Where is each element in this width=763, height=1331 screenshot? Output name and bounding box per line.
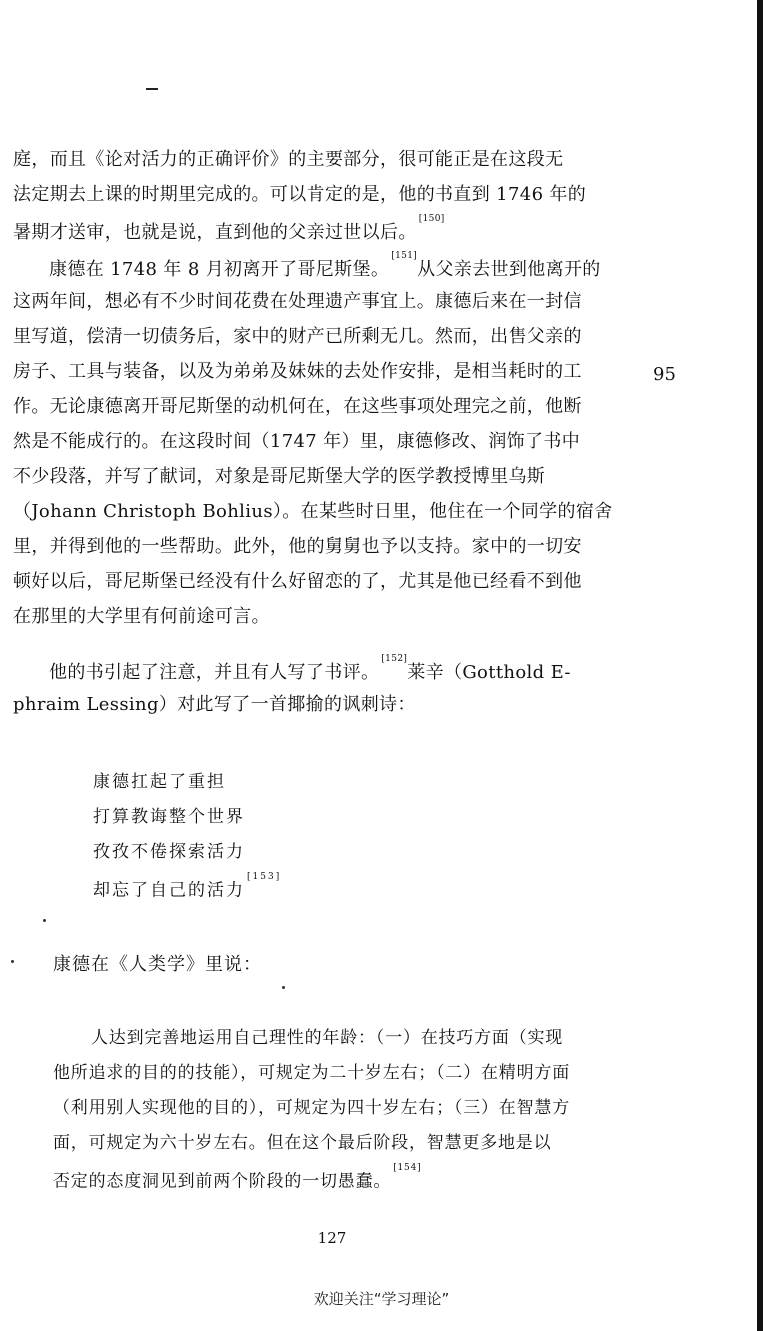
paragraph-line: 这两年间，想必有不少时间花费在处理遗产事宜上。康德后来在一封信	[13, 291, 582, 312]
paragraph-line: 然是不能成行的。在这段时间（1747 年）里，康德修改、润饰了书中	[13, 431, 581, 452]
footnote-marker-154: [154]	[393, 1163, 422, 1173]
paragraph-line: 作。无论康德离开哥尼斯堡的动机何在，在这些事项处理完之前，他断	[13, 396, 582, 417]
paragraph-line: 房子、工具与装备，以及为弟弟及妹妹的去处作安排，是相当耗时的工	[13, 361, 582, 382]
quote-line	[53, 1161, 643, 1196]
quote-line: 他所追求的目的的技能），可规定为二十岁左右；（二）在精明方面	[53, 1063, 570, 1083]
footnote-marker-150: [150]	[418, 214, 445, 224]
paragraph-line-text: 暑期才送审，也就是说，直到他的父亲过世以后。	[13, 222, 417, 243]
paragraph-line	[13, 652, 635, 687]
quote-line: （利用别人实现他的目的），可规定为四十岁左右；（三）在智慧方	[53, 1098, 570, 1118]
paragraph-line	[13, 249, 635, 284]
poem-line: 孜孜不倦探索活力	[93, 842, 245, 862]
paragraph-line: 在那里的大学里有何前途可言。	[13, 606, 270, 627]
paragraph-line: （Johann Christoph Bohlius）。在某些时日里，他住在一个同学的宿舍	[13, 501, 613, 522]
paragraph-kant-leaves	[13, 249, 635, 634]
paragraph-line-text: 康德在 1748 年 8 月初离开了哥尼斯堡。	[49, 259, 390, 280]
paragraph-line	[13, 212, 635, 247]
footer-follow-note: 欢迎关注“学习理论”	[313, 1290, 450, 1308]
margin-page-reference: 95	[653, 364, 676, 385]
paragraph-line: 不少段落，并写了献词，对象是哥尼斯堡大学的医学教授博里乌斯	[13, 466, 546, 487]
poem-line	[93, 870, 281, 905]
quote-line: 人达到完善地运用自己理性的年龄：（一）在技巧方面（实现	[91, 1028, 564, 1048]
anthropology-block-quote	[53, 1021, 643, 1196]
poem-line: 打算教诲整个世界	[93, 807, 245, 827]
quote-line-text: 否定的态度洞见到前两个阶段的一切愚蠢。	[53, 1171, 392, 1192]
paragraph-line: 里写道，偿清一切债务后，家中的财产已所剩无几。然而，出售父亲的	[13, 326, 582, 347]
scan-right-border	[757, 0, 763, 1331]
footnote-marker-152: [152]	[381, 654, 408, 664]
paragraph-line-text: 莱辛（Gotthold E-	[407, 662, 571, 683]
paragraph-line-text: 从父亲去世到他离开的	[417, 259, 601, 280]
anthropology-quote-intro: 康德在《人类学》里说：	[53, 954, 262, 975]
paragraph-line-text: 他的书引起了注意，并且有人写了书评。	[49, 662, 380, 683]
paragraph-line: 庭，而且《论对活力的正确评价》的主要部分，很可能正是在这段无	[13, 149, 564, 170]
poem-line-text: 却忘了自己的活力	[93, 880, 245, 901]
footnote-marker-153: [153]	[247, 872, 282, 882]
footnote-marker-151: [151]	[391, 251, 418, 261]
scan-speck	[282, 986, 285, 989]
page-number: 127	[317, 1229, 347, 1247]
paragraph-family-and-book-review	[13, 142, 635, 247]
scan-speck	[11, 960, 14, 963]
quote-line: 面，可规定为六十岁左右。但在这个最后阶段，智慧更多地是以	[53, 1133, 552, 1153]
scan-speck	[43, 919, 46, 922]
scan-top-mark	[146, 88, 158, 90]
paragraph-line: phraim Lessing）对此写了一首揶揄的讽刺诗：	[13, 694, 416, 715]
paragraph-line: 顿好以后，哥尼斯堡已经没有什么好留恋的了，尤其是他已经看不到他	[13, 571, 582, 592]
paragraph-line: 法定期去上课的时期里完成的。可以肯定的是，他的书直到 1746 年的	[13, 184, 587, 205]
paragraph-lessing-poem-intro	[13, 652, 635, 722]
paragraph-line: 里，并得到他的一些帮助。此外，他的舅舅也予以支持。家中的一切安	[13, 536, 582, 557]
poem-line: 康德扛起了重担	[93, 772, 226, 792]
satirical-poem	[93, 765, 281, 905]
